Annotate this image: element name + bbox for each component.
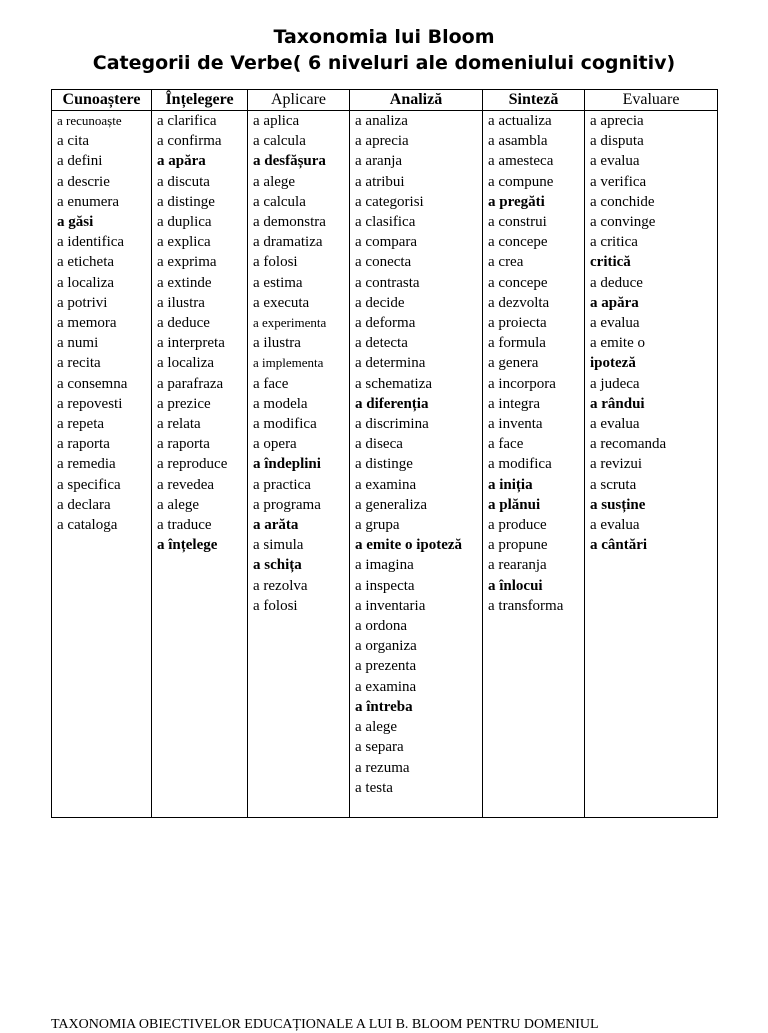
verb-item: a construi bbox=[488, 214, 547, 231]
verb-item: a rearanja bbox=[488, 557, 547, 574]
verb-item: a categorisi bbox=[355, 193, 424, 210]
column-header: Cunoaștere bbox=[52, 90, 152, 111]
verb-item: a raporta bbox=[57, 436, 110, 453]
verb-item: a disputa bbox=[590, 133, 644, 150]
verb-item: a cântări bbox=[590, 537, 648, 554]
verb-item: a determina bbox=[355, 355, 426, 372]
verb-item: a ilustra bbox=[253, 335, 301, 352]
verb-item: a localiza bbox=[157, 355, 215, 372]
verb-item: a recunoaște bbox=[57, 113, 122, 128]
verb-item: a rândui bbox=[590, 395, 645, 412]
verb-item: a declara bbox=[57, 496, 111, 513]
column-header: Analiză bbox=[350, 90, 483, 111]
verb-item: a enumera bbox=[57, 193, 120, 210]
verb-column-cell bbox=[483, 111, 585, 818]
verb-item: a distinge bbox=[355, 456, 413, 473]
verb-item: a evalua bbox=[590, 416, 640, 433]
verb-item: a imagina bbox=[355, 557, 414, 574]
verb-item: a calcula bbox=[253, 193, 306, 210]
verb-item: a evalua bbox=[590, 517, 640, 534]
verb-item: a găsi bbox=[57, 214, 94, 231]
verb-item: a ordona bbox=[355, 618, 408, 635]
verb-item: a asambla bbox=[488, 133, 548, 150]
verb-item: a exprima bbox=[157, 254, 217, 271]
verb-item: a face bbox=[253, 375, 289, 392]
verb-item: a estima bbox=[253, 274, 303, 291]
verb-item: a clasifica bbox=[355, 214, 416, 231]
verb-item: a compara bbox=[355, 234, 418, 251]
verb-item: a analiza bbox=[355, 113, 408, 129]
verb-item: a modifica bbox=[253, 416, 317, 433]
verb-item: a modela bbox=[253, 395, 308, 412]
verb-item: a aranja bbox=[355, 153, 403, 170]
document-title-block bbox=[0, 24, 768, 76]
verb-item: a conchide bbox=[590, 193, 655, 210]
verb-item: a face bbox=[488, 436, 524, 453]
verb-item: a incorpora bbox=[488, 375, 556, 392]
verb-item: a deduce bbox=[590, 274, 643, 291]
verb-item: a deduce bbox=[157, 315, 210, 332]
verb-item: a distinge bbox=[157, 193, 215, 210]
verb-item: a inventa bbox=[488, 416, 543, 433]
verb-item: a defini bbox=[57, 153, 103, 170]
verb-item: a examina bbox=[355, 476, 417, 493]
verb-item: a critica bbox=[590, 234, 638, 251]
verb-item: a alege bbox=[253, 173, 296, 190]
verb-item: a testa bbox=[355, 779, 393, 796]
verb-item: a repovesti bbox=[57, 395, 123, 412]
verb-item: a aplica bbox=[253, 113, 300, 129]
verb-column-cell bbox=[585, 111, 718, 818]
verb-item: a discuta bbox=[157, 173, 210, 190]
verb-item: a recomanda bbox=[590, 436, 667, 453]
verb-item: a remedia bbox=[57, 456, 116, 473]
verb-item: a examina bbox=[355, 678, 417, 695]
verb-item: a emite o ipoteză bbox=[355, 537, 463, 554]
verb-item: a dezvolta bbox=[488, 294, 550, 311]
verb-item: a aprecia bbox=[590, 113, 644, 129]
verb-item: a actualiza bbox=[488, 113, 552, 129]
verb-item: a verifica bbox=[590, 173, 647, 190]
page-title: Taxonomia lui Bloom bbox=[273, 26, 495, 48]
verb-item: a localiza bbox=[57, 274, 115, 291]
verb-item: a revizui bbox=[590, 456, 643, 473]
verb-item: a inspecta bbox=[355, 577, 415, 594]
verb-item: a generaliza bbox=[355, 496, 428, 513]
verb-item: a folosi bbox=[253, 597, 298, 614]
verb-item: a înlocui bbox=[488, 577, 543, 594]
verb-item: a genera bbox=[488, 355, 539, 372]
verb-item: a inventaria bbox=[355, 597, 426, 614]
verb-item: a eticheta bbox=[57, 254, 115, 271]
verb-item: a alege bbox=[157, 496, 200, 513]
verb-item: a atribui bbox=[355, 173, 405, 190]
verb-item: a traduce bbox=[157, 517, 212, 534]
verb-item: a întreba bbox=[355, 698, 413, 715]
verb-item: a îndeplini bbox=[253, 456, 321, 473]
verb-item: a deforma bbox=[355, 315, 416, 332]
verb-column-cell bbox=[52, 111, 152, 818]
verb-item: a raporta bbox=[157, 436, 210, 453]
verb-item: a recita bbox=[57, 355, 101, 372]
verb-item: a alege bbox=[355, 719, 398, 736]
verb-item: a conecta bbox=[355, 254, 412, 271]
verb-item: a desfășura bbox=[253, 153, 326, 170]
verb-item: a decide bbox=[355, 294, 405, 311]
verb-item: a separa bbox=[355, 739, 404, 756]
verb-item: a parafraza bbox=[157, 375, 224, 392]
verb-item: a apăra bbox=[590, 294, 639, 311]
verb-item: a formula bbox=[488, 335, 546, 352]
verb-item: a discrimina bbox=[355, 416, 429, 433]
verb-item: a grupa bbox=[355, 517, 400, 534]
verb-item: a rezuma bbox=[355, 759, 410, 776]
verb-item: a evalua bbox=[590, 315, 640, 332]
verb-item: a produce bbox=[488, 517, 547, 534]
verb-item: a contrasta bbox=[355, 274, 420, 291]
verb-item: a susține bbox=[590, 496, 646, 513]
verb-item: a schița bbox=[253, 557, 302, 574]
verb-column-cell bbox=[350, 111, 483, 818]
verb-item: a compune bbox=[488, 173, 554, 190]
verb-item: a potrivi bbox=[57, 294, 108, 311]
verb-item: a aprecia bbox=[355, 133, 409, 150]
table-header-row bbox=[52, 90, 718, 111]
verb-item: critică bbox=[590, 254, 631, 271]
verb-item: a detecta bbox=[355, 335, 408, 352]
verb-item: a pregăti bbox=[488, 193, 545, 210]
verb-item: a apăra bbox=[157, 153, 206, 170]
verb-item: a experimenta bbox=[253, 315, 327, 331]
verb-item: a specifica bbox=[57, 476, 121, 493]
verb-item: a opera bbox=[253, 436, 297, 453]
verb-item: a plănui bbox=[488, 496, 541, 513]
verb-item: a integra bbox=[488, 395, 541, 412]
verb-item: a iniția bbox=[488, 476, 533, 493]
verb-item: a clarifica bbox=[157, 113, 217, 129]
verb-item: a relata bbox=[157, 416, 201, 433]
verb-item: ipoteză bbox=[590, 355, 636, 372]
verb-item: a demonstra bbox=[253, 214, 326, 231]
verb-item: a concepe bbox=[488, 274, 548, 291]
column-header: Sinteză bbox=[483, 90, 585, 111]
column-header: Înțelegere bbox=[152, 90, 248, 111]
verb-item: a modifica bbox=[488, 456, 552, 473]
verb-item: a implementa bbox=[253, 355, 324, 371]
verb-item: a diseca bbox=[355, 436, 403, 453]
verb-item: a transforma bbox=[488, 597, 564, 614]
table-body-row bbox=[52, 111, 718, 818]
verb-item: a reproduce bbox=[157, 456, 228, 473]
verb-item: a arăta bbox=[253, 517, 299, 534]
verb-item: a înțelege bbox=[157, 537, 218, 554]
verb-item: a consemna bbox=[57, 375, 128, 392]
verb-item: a judeca bbox=[590, 375, 640, 392]
verb-item: a scruta bbox=[590, 476, 637, 493]
bloom-verbs-table bbox=[51, 89, 718, 818]
verb-item: a executa bbox=[253, 294, 310, 311]
column-header: Evaluare bbox=[585, 90, 718, 111]
verb-column-cell bbox=[152, 111, 248, 818]
footer-heading: TAXONOMIA OBIECTIVELOR EDUCAȚIONALE A LUI B. BLOOM PENTRU DOMENIUL bbox=[51, 1017, 599, 1032]
verb-item: a schematiza bbox=[355, 375, 433, 392]
verb-item: a crea bbox=[488, 254, 524, 271]
verb-item: a prezenta bbox=[355, 658, 417, 675]
verb-item: a identifica bbox=[57, 234, 125, 251]
verb-item: a revedea bbox=[157, 476, 215, 493]
verb-item: a descrie bbox=[57, 173, 110, 190]
verb-item: a convinge bbox=[590, 214, 656, 231]
verb-item: a explica bbox=[157, 234, 211, 251]
verb-column-cell bbox=[248, 111, 350, 818]
verb-item: a numi bbox=[57, 335, 99, 352]
verb-item: a duplica bbox=[157, 214, 212, 231]
verb-item: a proiecta bbox=[488, 315, 547, 332]
verb-item: a calcula bbox=[253, 133, 306, 150]
column-header: Aplicare bbox=[248, 90, 350, 111]
verb-item: a rezolva bbox=[253, 577, 308, 594]
verb-item: a memora bbox=[57, 315, 117, 332]
verb-item: a folosi bbox=[253, 254, 298, 271]
verb-item: a ilustra bbox=[157, 294, 205, 311]
verb-item: a cita bbox=[57, 133, 90, 150]
verb-item: a dramatiza bbox=[253, 234, 323, 251]
verb-item: a evalua bbox=[590, 153, 640, 170]
verb-item: a prezice bbox=[157, 395, 211, 412]
verb-item: a practica bbox=[253, 476, 311, 493]
verb-item: a interpreta bbox=[157, 335, 225, 352]
page-subtitle: Categorii de Verbe( 6 niveluri ale domeniului cognitiv) bbox=[92, 52, 676, 74]
verb-item: a extinde bbox=[157, 274, 212, 291]
verb-item: a organiza bbox=[355, 638, 417, 655]
verb-item: a concepe bbox=[488, 234, 548, 251]
verb-item: a programa bbox=[253, 496, 321, 513]
verb-item: a propune bbox=[488, 537, 548, 554]
verb-item: a diferenția bbox=[355, 395, 429, 412]
verb-item: a confirma bbox=[157, 133, 222, 150]
verb-item: a emite o bbox=[590, 335, 645, 352]
verb-item: a cataloga bbox=[57, 517, 118, 534]
verb-item: a amesteca bbox=[488, 153, 554, 170]
verb-item: a repeta bbox=[57, 416, 105, 433]
verb-item: a simula bbox=[253, 537, 304, 554]
